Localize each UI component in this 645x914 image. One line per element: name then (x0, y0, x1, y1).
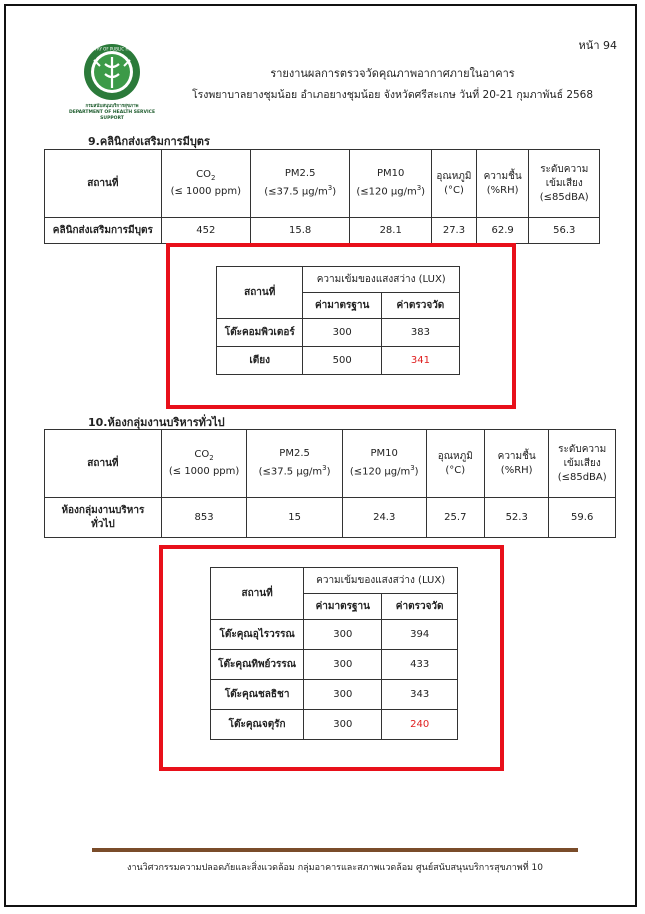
lux-col-place: สถานที่ (217, 267, 303, 319)
cell-humidity: 62.9 (476, 218, 529, 244)
lux-standard: 300 (304, 650, 382, 680)
lux-col-standard: ค่ามาตรฐาน (304, 594, 382, 620)
table-row (211, 620, 458, 650)
col-humidity: ความชื้น (%RH) (485, 430, 549, 498)
lux-measured: 383 (381, 319, 459, 347)
lux-measured-fail: 341 (381, 347, 459, 375)
lux-measured: 394 (382, 620, 458, 650)
col-pm25: PM2.5 (≤37.5 $\mu g/m^3$) (251, 150, 350, 218)
cell-co2: 853 (161, 498, 247, 538)
section-10-lux-table (210, 567, 458, 740)
col-place: สถานที่ (45, 150, 162, 218)
table-row (211, 710, 458, 740)
logo-text-th: กรมสนับสนุนบริการสุขภาพ (85, 104, 139, 109)
table-row (217, 347, 460, 375)
lux-col-measured: ค่าตรวจวัด (382, 594, 458, 620)
lux-measured: 343 (382, 680, 458, 710)
logo-text-en: DEPARTMENT OF HEALTH SERVICE SUPPORT (68, 110, 156, 121)
lux-col-standard: ค่ามาตรฐาน (303, 293, 381, 319)
page-footer: งานวิศวกรรมความปลอดภัยและสิ่งแวดล้อม กลุ่มอาคารและสภาพแวดล้อม ศูนย์สนับสนุนบริการสุขภาพที่ 10 (127, 863, 543, 873)
cell-place: คลินิกส่งเสริมการมีบุตร (45, 218, 162, 244)
report-title: รายงานผลการตรวจวัดคุณภาพอากาศภายในอาคาร (270, 67, 515, 80)
page-number: หน้า 94 (578, 39, 617, 52)
table-header-row (45, 150, 600, 218)
lux-standard: 500 (303, 347, 381, 375)
section-9-lux-table (216, 266, 460, 375)
col-pm10: PM10 (≤120 $\mu g/m^3$) (342, 430, 426, 498)
cell-noise: 59.6 (549, 498, 616, 538)
lux-place: โต๊ะคุณชลธิชา (211, 680, 304, 710)
col-temp: อุณหภูมิ (°C) (432, 150, 477, 218)
lux-measured: 433 (382, 650, 458, 680)
lux-col-group: ความเข้มของแสงสว่าง (LUX) (303, 267, 460, 293)
col-pm25: PM2.5 (≤37.5 $\mu g/m^3$) (247, 430, 342, 498)
logo-caption (62, 104, 162, 122)
lux-col-measured: ค่าตรวจวัด (381, 293, 459, 319)
section-9-heading: 9.คลินิกส่งเสริมการมีบุตร (88, 135, 210, 148)
section-10-air-table (44, 429, 616, 538)
lux-standard: 300 (304, 710, 382, 740)
col-place: สถานที่ (45, 430, 162, 498)
cell-temp: 25.7 (426, 498, 484, 538)
lux-standard: 300 (304, 680, 382, 710)
cell-pm25: 15 (247, 498, 342, 538)
cell-humidity: 52.3 (485, 498, 549, 538)
lux-place: โต๊ะคุณอุไรวรรณ (211, 620, 304, 650)
cell-place: ห้องกลุ่มงานบริหาร ทั่วไป (45, 498, 162, 538)
cell-temp: 27.3 (432, 218, 477, 244)
table-row (211, 680, 458, 710)
lux-col-place: สถานที่ (211, 568, 304, 620)
ministry-seal-icon (72, 42, 152, 102)
col-humidity: ความชื้น (%RH) (476, 150, 529, 218)
report-subtitle: โรงพยาบาลยางชุมน้อย อำเภอยางชุมน้อย จังหวัดศรีสะเกษ วันที่ 20-21 กุมภาพันธ์ 2568 (191, 89, 594, 101)
lux-standard: 300 (304, 620, 382, 650)
col-pm10: PM10 (≤120 $\mu g/m^3$) (350, 150, 432, 218)
section-10-heading: 10.ห้องกลุ่มงานบริหารทั่วไป (88, 416, 225, 429)
col-co2: $CO_2$ (≤ 1000 ppm) (161, 150, 250, 218)
col-temp: อุณหภูมิ (°C) (426, 430, 484, 498)
cell-pm25: 15.8 (251, 218, 350, 244)
col-noise: ระดับความ เข้มเสียง (≤85dBA) (529, 150, 600, 218)
table-row (211, 650, 458, 680)
lux-place: เตียง (217, 347, 303, 375)
cell-pm10: 24.3 (342, 498, 426, 538)
col-noise: ระดับความ เข้มเสียง (≤85dBA) (549, 430, 616, 498)
lux-place: โต๊ะคอมพิวเตอร์ (217, 319, 303, 347)
table-row (217, 319, 460, 347)
cell-pm10: 28.1 (350, 218, 432, 244)
cell-co2: 452 (161, 218, 250, 244)
table-row (45, 218, 600, 244)
table-header-row (45, 430, 616, 498)
seal-text: MINISTRY OF PUBLIC HEALTH (83, 46, 141, 52)
footer-rule (92, 848, 578, 852)
cell-noise: 56.3 (529, 218, 600, 244)
lux-place: โต๊ะคุณจตุรัก (211, 710, 304, 740)
col-co2: $CO_2$ (≤ 1000 ppm) (161, 430, 247, 498)
lux-place: โต๊ะคุณทิพย์วรรณ (211, 650, 304, 680)
section-9-air-table (44, 149, 600, 244)
lux-standard: 300 (303, 319, 381, 347)
lux-col-group: ความเข้มของแสงสว่าง (LUX) (304, 568, 458, 594)
table-row (45, 498, 616, 538)
lux-measured-fail: 240 (382, 710, 458, 740)
